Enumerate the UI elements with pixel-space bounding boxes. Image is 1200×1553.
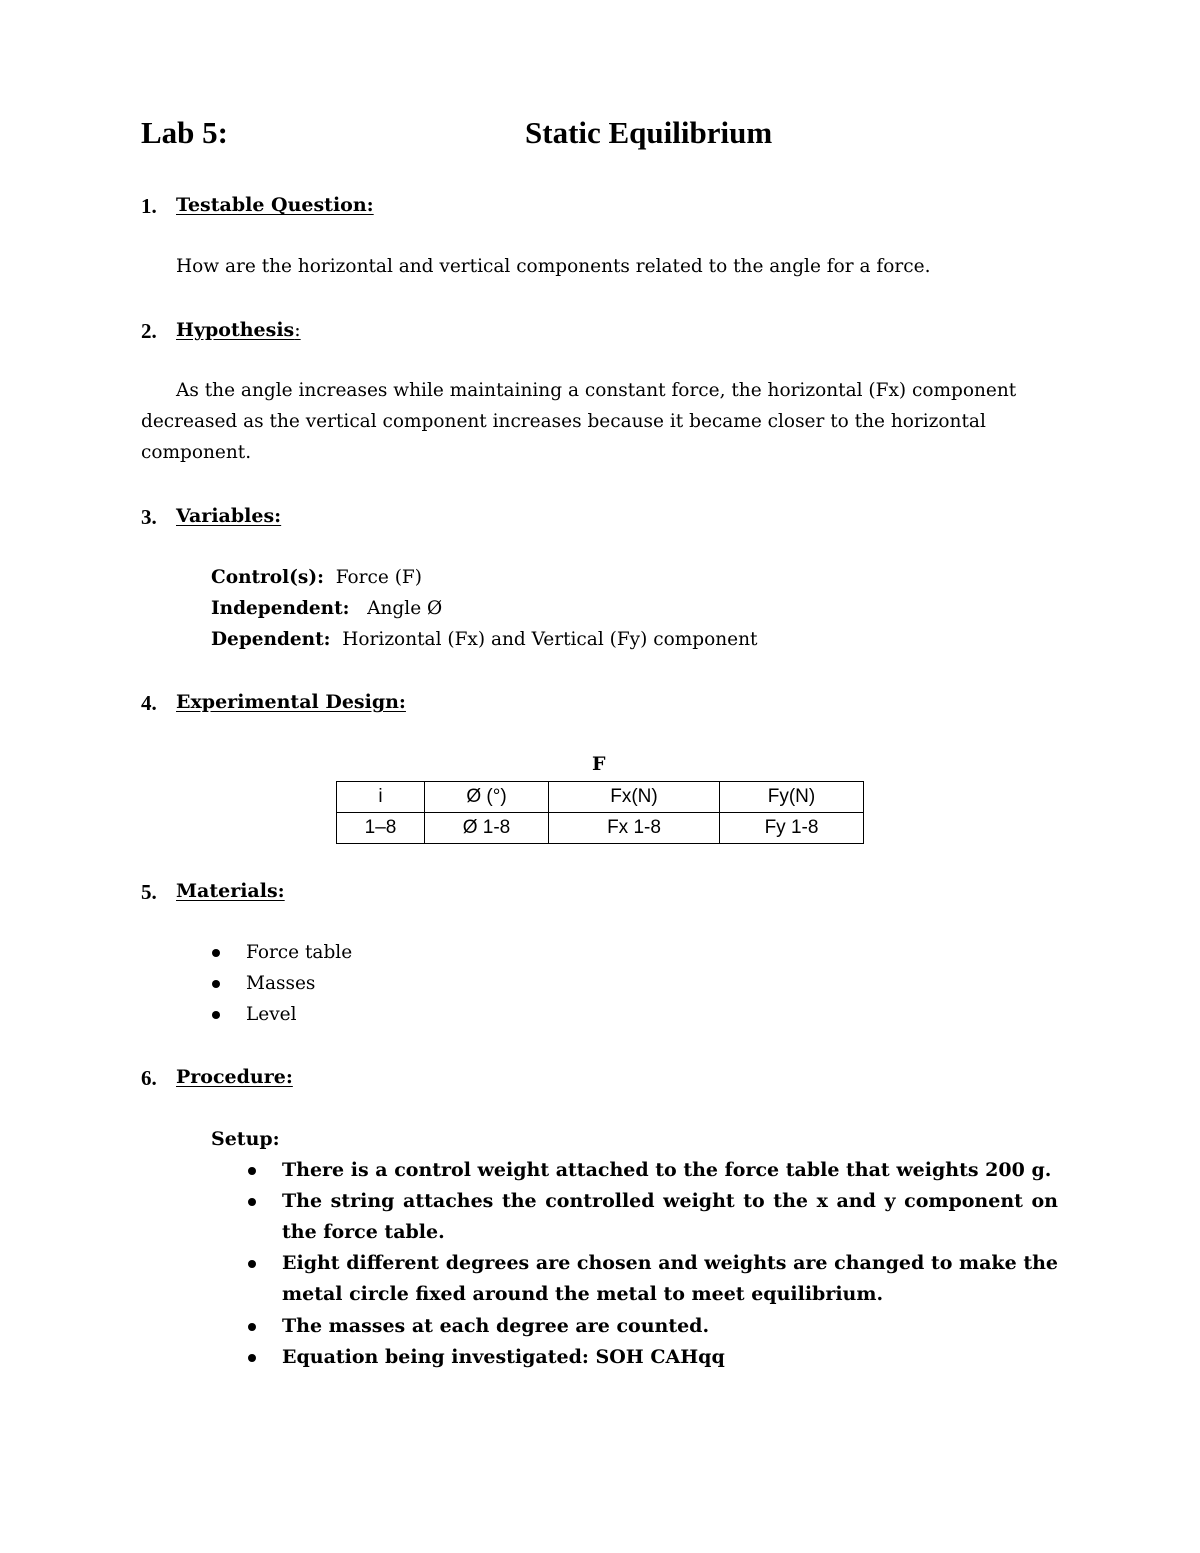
section-1-number: 1. — [141, 194, 157, 218]
section-1-heading: Testable Question: — [176, 194, 374, 216]
table-cell: Ø 1-8 — [425, 813, 549, 844]
table-cell: Fy 1-8 — [720, 813, 864, 844]
hypothesis-line-2: decreased as the vertical component increases because it became closer to the horizontal — [141, 411, 986, 432]
table-row — [337, 813, 864, 844]
procedure-step: The string attaches the controlled weight to the x and y component on the force table. — [282, 1190, 1058, 1243]
table-header-row — [337, 782, 864, 813]
table-caption: F — [592, 753, 606, 775]
dependent-label: Dependent: — [211, 629, 331, 650]
bullet-icon — [212, 1011, 220, 1019]
table-cell: Fx 1-8 — [549, 813, 720, 844]
testable-question-text: How are the horizontal and vertical components related to the angle for a force. — [176, 256, 931, 277]
hypothesis-line-1: As the angle increases while maintaining a constant force, the horizontal (Fx) component — [176, 380, 1017, 401]
section-5-heading: Materials: — [176, 880, 285, 902]
dependent-value: Horizontal (Fx) and Vertical (Fy) component — [342, 629, 758, 650]
table-cell: 1–8 — [337, 813, 425, 844]
setup-label: Setup: — [211, 1128, 280, 1150]
procedure-step: There is a control weight attached to the force table that weights 200 g. — [282, 1159, 1052, 1181]
table-header-cell: Fy(N) — [720, 782, 864, 813]
control-label: Control(s): — [211, 567, 324, 588]
bullet-icon — [248, 1167, 256, 1175]
section-4-heading: Experimental Design: — [176, 691, 406, 713]
section-6-heading: Procedure: — [176, 1066, 293, 1088]
lab-number: Lab 5: — [141, 115, 228, 150]
table-header-cell: i — [337, 782, 425, 813]
section-2-heading-wrap — [176, 321, 301, 340]
page-title: Static Equilibrium — [525, 115, 773, 150]
independent-value: Angle Ø — [367, 598, 443, 619]
bullet-icon — [212, 980, 220, 988]
control-value: Force (F) — [335, 567, 422, 588]
material-item: Masses — [246, 973, 316, 994]
section-5-number: 5. — [141, 880, 157, 904]
experimental-design-table — [336, 781, 864, 844]
bullet-icon — [248, 1323, 256, 1331]
section-4-number: 4. — [141, 691, 157, 715]
procedure-step: The masses at each degree are counted. — [282, 1315, 710, 1337]
hypothesis-line-3: component. — [141, 442, 252, 463]
variable-independent — [211, 600, 442, 619]
independent-label: Independent: — [211, 598, 350, 619]
procedure-step: Eight different degrees are chosen and weights are changed to make the metal circle fixed around the metal to meet equilibrium. — [282, 1252, 1058, 1305]
bullet-icon — [248, 1198, 256, 1206]
table-header-cell: Fx(N) — [549, 782, 720, 813]
procedure-step: Equation being investigated: SOH CAHqq — [282, 1346, 725, 1368]
bullet-icon — [248, 1260, 256, 1268]
variable-control — [211, 569, 422, 588]
section-3-number: 3. — [141, 505, 157, 529]
section-3-heading: Variables: — [176, 505, 282, 527]
bullet-icon — [212, 949, 220, 957]
section-2-heading-colon: : — [294, 319, 301, 341]
table-header-cell: Ø (°) — [425, 782, 549, 813]
material-item: Level — [246, 1004, 297, 1025]
bullet-icon — [248, 1354, 256, 1362]
section-2-heading: Hypothesis — [176, 319, 295, 341]
material-item: Force table — [246, 942, 353, 963]
variable-dependent — [211, 631, 757, 650]
section-6-number: 6. — [141, 1066, 157, 1090]
section-2-number: 2. — [141, 319, 157, 343]
